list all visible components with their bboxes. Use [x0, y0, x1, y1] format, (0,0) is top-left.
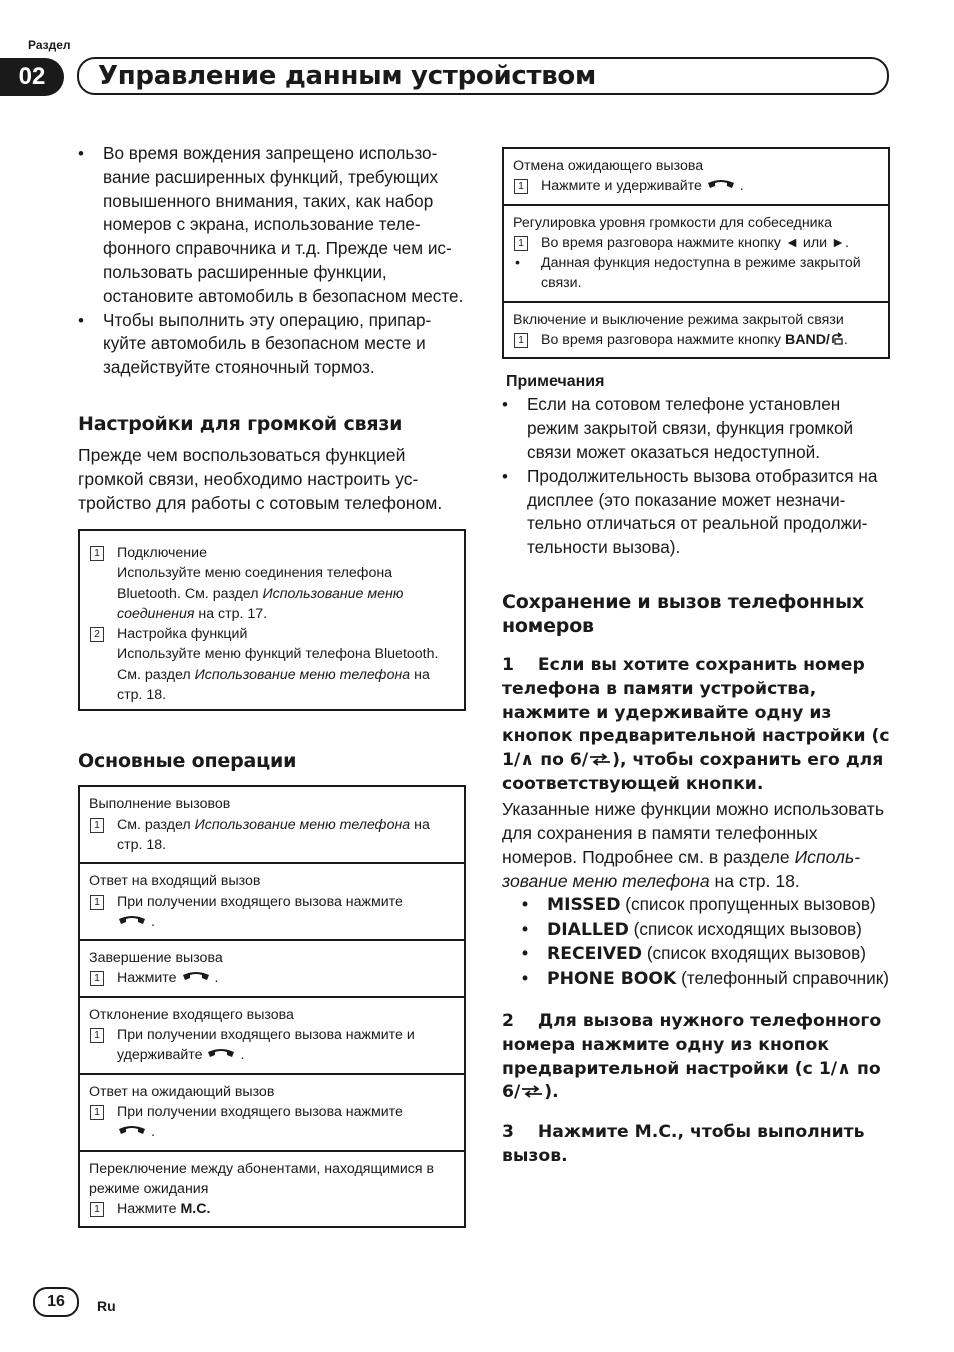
- step-number: 1: [90, 546, 104, 561]
- right-column: [502, 147, 890, 1169]
- step-text: Используйте меню соединения телефона Bluetooth. См. раздел Использование меню соединения на стр. 17.: [117, 565, 404, 622]
- cross-reference: Использование меню телефона: [194, 816, 411, 833]
- step-1-heading: 1 Если вы хотите сохранить номер телефона в памяти устройства, нажмите и удерживайте одну из кнопок предварительной настройки (с 1/∧ по 6/ ), чтобы сохранить его для соответствующей кнопки.: [502, 654, 890, 794]
- table-row: Переключение между абонентами, находящимися в режиме ожидания 1 Нажмите M.C.: [80, 1150, 464, 1227]
- phone-handset-icon: [117, 1124, 147, 1138]
- step-item: [89, 543, 455, 624]
- call-operations-table: [502, 147, 890, 359]
- step-number: 1: [514, 236, 528, 251]
- step-title: Настройка функций: [117, 626, 248, 643]
- row-title: Выполнение вызовов: [89, 796, 231, 813]
- step-title: Подключение: [117, 544, 207, 561]
- table-row: Отклонение входящего вызова 1 При получении входящего вызова нажмите и удерживайте .: [80, 996, 464, 1073]
- left-column: [78, 142, 466, 1228]
- table-row: Ответ на входящий вызов 1 При получении входящего вызова нажмите .: [80, 862, 464, 939]
- step-number: 2: [90, 627, 104, 642]
- phone-handset-icon: [206, 1047, 236, 1061]
- row-title: Завершение вызова: [89, 950, 223, 967]
- step-number: 1: [514, 333, 528, 348]
- step-number: 1: [90, 971, 104, 986]
- table-row: Отмена ожидающего вызова 1 Нажмите и удерживайте .: [504, 149, 888, 204]
- table-row: Завершение вызова 1 Нажмите .: [80, 939, 464, 996]
- step-number: 1: [90, 1028, 104, 1043]
- step-number: 1: [90, 1105, 104, 1120]
- up-caret-icon: ∧: [520, 750, 535, 771]
- step-text: Используйте меню функций телефона Bluetooth. См. раздел Использование меню телефона на стр. 18.: [117, 646, 439, 704]
- section-heading-basic-ops: Основные операции: [78, 750, 297, 773]
- up-caret-icon: ∧: [837, 1058, 852, 1079]
- handsfree-paragraph: Прежде чем воспользоваться функцией громкой связи, необходимо настроить устройство для работы с сотовым телефоном.: [78, 444, 443, 513]
- step-number: 1: [514, 179, 528, 194]
- list-item: • DIALLED (список исходящих вызовов): [522, 918, 890, 943]
- step-3-heading: 3 Нажмите M.C., чтобы выполнить вызов.: [502, 1122, 865, 1166]
- notes-list: [502, 393, 890, 560]
- list-item: • RECEIVED (список входящих вызовов): [522, 942, 890, 967]
- step-number: 1: [90, 818, 104, 833]
- list-item: • Чтобы выполнить эту операцию, припаркуйте автомобиль в безопасном месте и задействуйте стояночный тормоз.: [78, 309, 466, 380]
- phone-handset-icon: [181, 970, 211, 984]
- row-title: Регулировка уровня громкости для собеседника: [513, 214, 832, 231]
- page-number: 16: [33, 1287, 79, 1317]
- table-row: Регулировка уровня громкости для собеседника 1 Во время разговора нажмите кнопку ◄ или ►. • Данная функция недоступна в режиме закрытой связи.: [504, 204, 888, 301]
- row-title: Отклонение входящего вызова: [89, 1006, 294, 1023]
- step-item: [89, 624, 455, 705]
- page-title: Управление данным устройством: [98, 61, 596, 91]
- step-number: 1: [90, 895, 104, 910]
- handsfree-steps-box: [78, 529, 466, 711]
- cross-reference: Использование меню телефона: [502, 846, 861, 891]
- table-row: Выполнение вызовов 1 См. раздел Использование меню телефона на стр. 18.: [80, 787, 464, 862]
- phone-handset-icon: [706, 178, 736, 192]
- privacy-mode-icon: [830, 332, 844, 346]
- section-heading-handsfree: Настройки для громкой связи: [78, 412, 403, 435]
- section-heading-save-numbers: Сохранение и вызов телефонных номеров: [502, 590, 864, 637]
- list-item: • Во время вождения запрещено использование расширенных функций, требующих повышенного внимания, таких, как набор номеров с экрана, использование телефонного справочника и т.д. Прежде чем использовать расширенные функции, остановите автомобиль в безопасном месте.: [78, 142, 466, 309]
- sub-note: Данная функция недоступна в режиме закрытой связи.: [541, 255, 861, 292]
- section-label: Раздел: [28, 38, 71, 52]
- storage-function-list: [502, 893, 890, 992]
- step-number: 1: [90, 1202, 104, 1217]
- phone-handset-icon: [117, 914, 147, 928]
- row-title: Ответ на входящий вызов: [89, 873, 261, 890]
- step-1-text: Указанные ниже функции можно использовать для сохранения в памяти телефонных номеров. Подробнее см. в разделе Использование меню телефона на стр. 18.: [502, 798, 885, 891]
- row-title: Переключение между абонентами, находящимися в режиме ожидания: [89, 1160, 434, 1197]
- list-item: • MISSED (список пропущенных вызовов): [522, 893, 890, 918]
- language-code: Ru: [97, 1298, 116, 1314]
- cross-reference: Использование меню телефона: [194, 666, 411, 683]
- row-title: Включение и выключение режима закрытой связи: [513, 311, 844, 328]
- table-row: Ответ на ожидающий вызов 1 При получении входящего вызова нажмите .: [80, 1073, 464, 1150]
- button-name: M.C.: [180, 1201, 211, 1218]
- list-item: • PHONE BOOK (телефонный справочник): [522, 967, 890, 992]
- step-2-heading: 2 Для вызова нужного телефонного номера нажмите одну из кнопок предварительной настройки (с 1/∧ по 6/ ).: [502, 1010, 882, 1103]
- intro-bullet-list: [78, 142, 466, 380]
- row-title: Отмена ожидающего вызова: [513, 158, 704, 174]
- row-title: Ответ на ожидающий вызов: [89, 1083, 275, 1100]
- table-row: Включение и выключение режима закрытой связи 1 Во время разговора нажмите кнопку BAND/ .: [504, 301, 888, 358]
- repeat-arrows-icon: [588, 752, 612, 766]
- cross-reference: Использование меню соединения: [117, 585, 404, 622]
- step-text: Во время разговора нажмите кнопку ◄ или ►.: [541, 234, 849, 251]
- repeat-arrows-icon: [520, 1084, 544, 1098]
- section-number-badge: 02: [0, 58, 64, 96]
- list-item: • Продолжительность вызова отобразится на дисплее (это показание может незначительно отличаться от реальной продолжительности вызова).: [502, 465, 890, 560]
- basic-operations-table: [78, 785, 466, 1228]
- list-item: • Если на сотовом телефоне установлен режим закрытой связи, функция громкой связи может оказаться недоступной.: [502, 393, 890, 464]
- notes-heading: Примечания: [506, 373, 605, 391]
- button-name: BAND/: [784, 332, 830, 349]
